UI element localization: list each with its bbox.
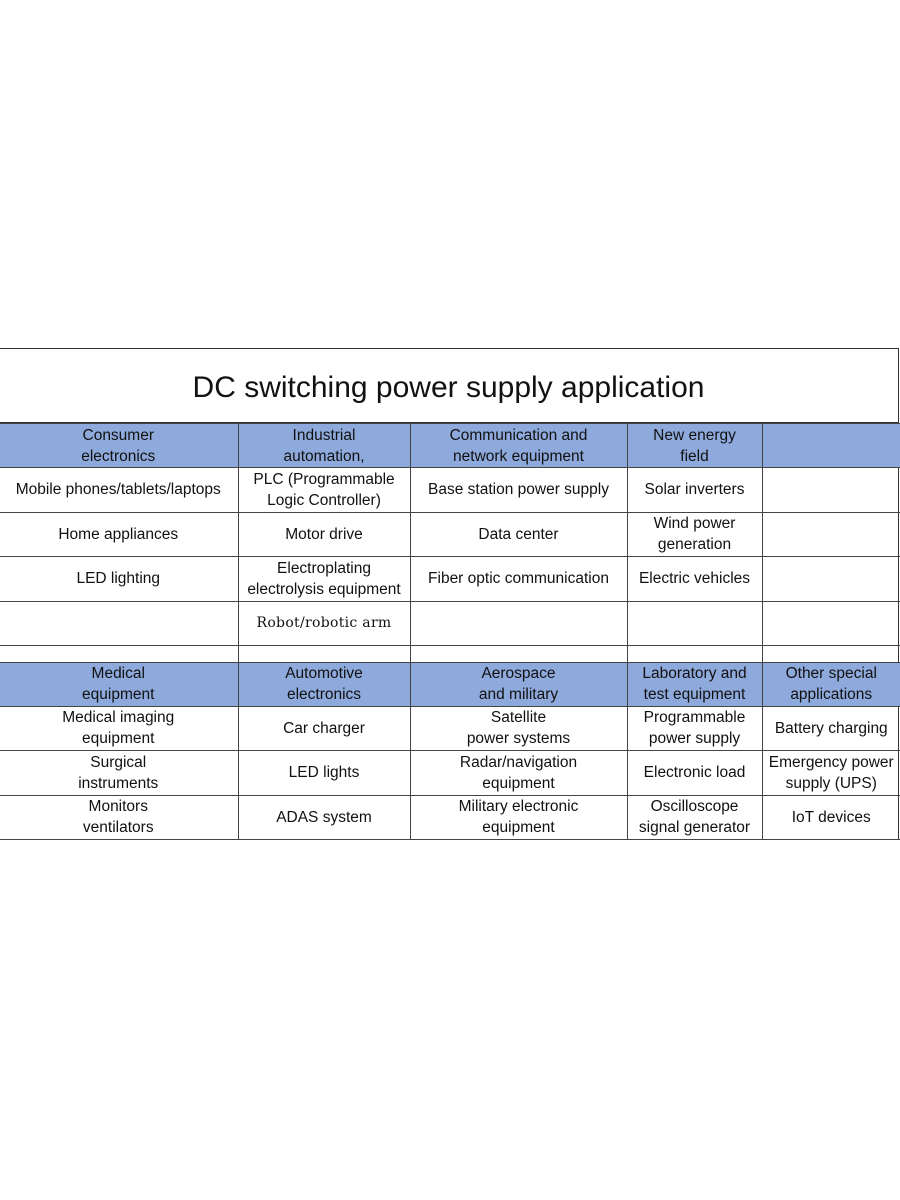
table-row: [0, 601, 900, 645]
table-cell: Fiber optic communication: [410, 557, 627, 602]
table-cell: Radar/navigation equipment: [410, 751, 627, 796]
table-cell: PLC (Programmable Logic Controller): [238, 468, 410, 513]
table-cell: Electroplating electrolysis equipment: [238, 557, 410, 602]
header-cell: Automotive electronics: [238, 662, 410, 706]
table-cell: Military electronic equipment: [410, 795, 627, 840]
table-cell: Electronic load: [627, 751, 762, 796]
header-cell: Consumer electronics: [0, 424, 238, 468]
header-cell: [762, 424, 900, 468]
header-cell: Communication and network equipment: [410, 424, 627, 468]
header-cell: Other special applications: [762, 662, 900, 706]
table-cell: Data center: [410, 512, 627, 557]
table-cell: [762, 557, 900, 602]
header-row-2: [0, 662, 900, 706]
applications-grid: [0, 423, 900, 840]
table-cell: Home appliances: [0, 512, 238, 557]
table-cell: LED lights: [238, 751, 410, 796]
table-cell: [410, 601, 627, 645]
table-cell: IoT devices: [762, 795, 900, 840]
header-cell: Aerospace and military: [410, 662, 627, 706]
header-cell: New energy field: [627, 424, 762, 468]
header-cell: Medical equipment: [0, 662, 238, 706]
table-cell: ADAS system: [238, 795, 410, 840]
table-cell: Surgical instruments: [0, 751, 238, 796]
table-cell: [762, 601, 900, 645]
table-row: [0, 557, 900, 602]
table-cell: [627, 601, 762, 645]
table-cell: [762, 468, 900, 513]
table-cell: Programmable power supply: [627, 706, 762, 751]
table-row: [0, 706, 900, 751]
table-cell: Robot/robotic arm: [238, 601, 410, 645]
table-cell: Oscilloscope signal generator: [627, 795, 762, 840]
header-cell: Laboratory and test equipment: [627, 662, 762, 706]
application-table: [0, 348, 899, 840]
table-cell: Electric vehicles: [627, 557, 762, 602]
table-cell: Emergency power supply (UPS): [762, 751, 900, 796]
table-cell: Battery charging: [762, 706, 900, 751]
table-cell: Medical imaging equipment: [0, 706, 238, 751]
table-cell: Monitors ventilators: [0, 795, 238, 840]
table-cell: [762, 512, 900, 557]
table-row: [0, 751, 900, 796]
table-title: DC switching power supply application: [0, 349, 898, 423]
table-cell: Wind power generation: [627, 512, 762, 557]
table-row: [0, 512, 900, 557]
table-row: [0, 468, 900, 513]
table-cell: Satellite power systems: [410, 706, 627, 751]
header-cell: Industrial automation,: [238, 424, 410, 468]
table-cell: [0, 601, 238, 645]
table-cell: Car charger: [238, 706, 410, 751]
table-cell: Base station power supply: [410, 468, 627, 513]
spacer-row: [0, 645, 900, 662]
table-cell: Mobile phones/tablets/laptops: [0, 468, 238, 513]
table-cell: LED lighting: [0, 557, 238, 602]
table-cell: Solar inverters: [627, 468, 762, 513]
table-row: [0, 795, 900, 840]
table-cell: Motor drive: [238, 512, 410, 557]
header-row-1: [0, 424, 900, 468]
